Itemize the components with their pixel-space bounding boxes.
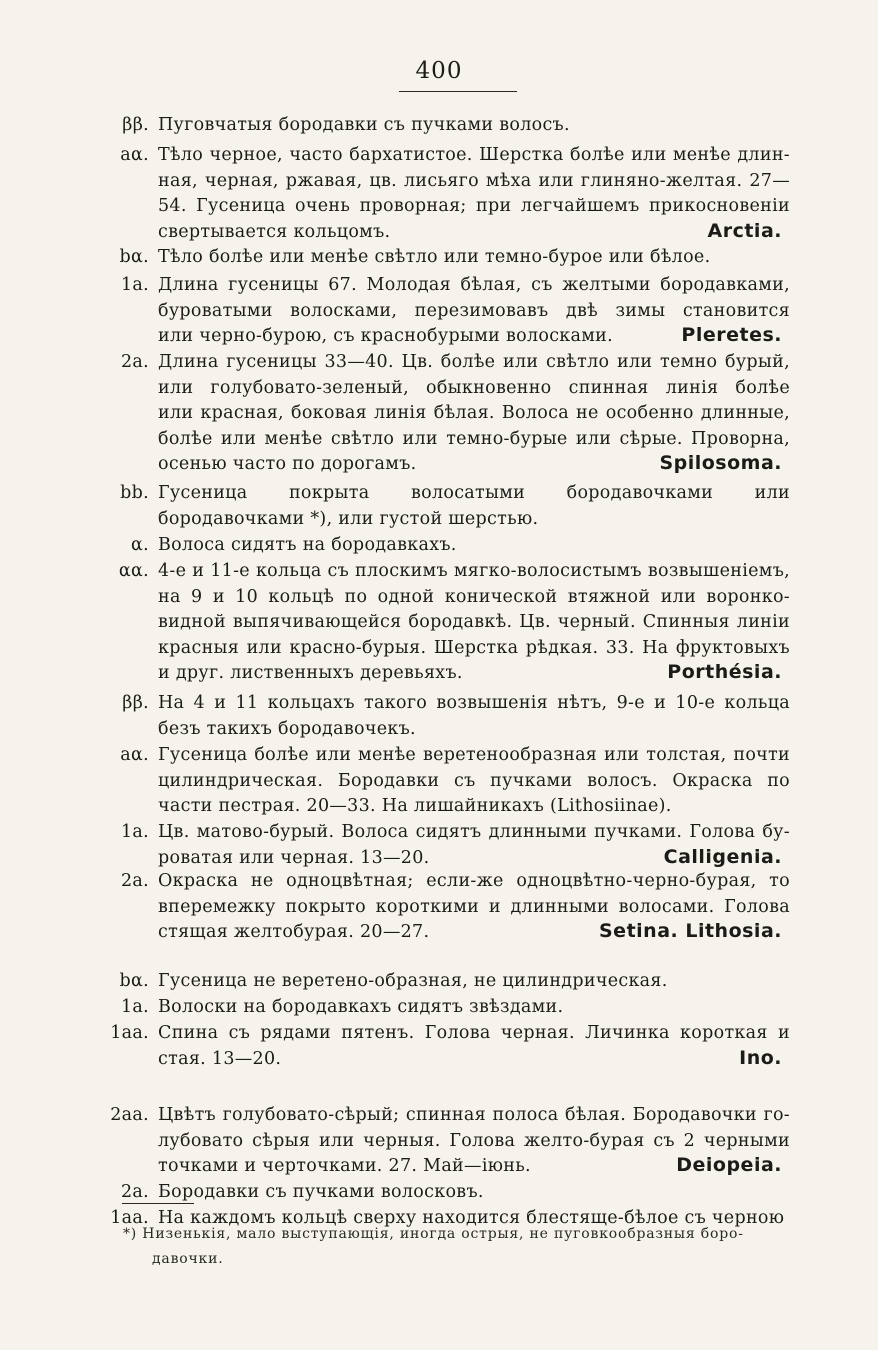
- entry-marker: 2a.: [120, 871, 149, 891]
- entry-line: Гусеница не веретено-образная, не цилиндрическая.: [158, 971, 668, 991]
- entry-line: лубовато сѣрыя или черныя. Голова желто-бурая съ 2 черными: [158, 1130, 790, 1151]
- entry-line: на 9 и 10 кольцѣ по одной конической втяжной или воронко-: [158, 586, 790, 607]
- entry-marker: ββ.: [122, 115, 149, 135]
- entry-line: роватая или черная. 13—20.: [158, 847, 430, 868]
- entry-line: Цв. матово-бурый. Волоса сидятъ длинными пучками. Голова бу-: [158, 822, 790, 842]
- entry-marker: 2a.: [120, 352, 149, 372]
- entry-marker: bα.: [119, 247, 149, 267]
- entry-line: части пестрая. 20—33. На лишайникахъ (Lithosiinae).: [158, 796, 672, 816]
- genus-name: Porthésia.: [667, 661, 782, 683]
- entry-line: Гусеница покрыта волосатыми бородавочками или: [158, 483, 790, 503]
- entry-marker: 1a.: [120, 997, 149, 1017]
- entry-line: Бородавки съ пучками волосковъ.: [158, 1182, 484, 1202]
- entry-line: красныя или красно-бурыя. Шерстка рѣдкая. 33. На фруктовыхъ: [158, 637, 790, 658]
- entry-line: точками и черточками. 27. Май—іюнь.: [158, 1156, 531, 1176]
- entry-marker: ββ.: [122, 693, 149, 713]
- entry-line: Тѣло черное, часто бархатистое. Шерстка болѣе или менѣе длин-: [158, 145, 790, 165]
- entry-marker: 2aa.: [110, 1105, 149, 1125]
- genus-name: Ino.: [739, 1046, 782, 1069]
- entry-line: 4-е и 11-е кольца съ плоскимъ мягко-волосистымъ возвышеніемъ,: [158, 561, 790, 581]
- entry-line: свертывается кольцомъ.: [158, 221, 391, 242]
- entry-marker: α.: [131, 535, 149, 555]
- entry-line: На каждомъ кольцѣ сверху находится блестяще-бѣлое съ черною: [158, 1208, 785, 1228]
- genus-name: Calligenia.: [663, 845, 782, 868]
- entry-marker: 1aa.: [110, 1023, 149, 1043]
- entry-marker: 1a.: [120, 275, 149, 295]
- genus-name: Pleretes.: [681, 324, 782, 346]
- entry-marker: bα.: [119, 971, 149, 991]
- entry-line: Пуговчатыя бородавки съ пучками волосъ.: [158, 115, 570, 135]
- entry-line: осенью часто по дорогамъ.: [158, 454, 417, 474]
- entry-line: стящая желтобурая. 20—27.: [158, 922, 430, 942]
- entry-line: болѣе или менѣе свѣтло или темно-бурые или сѣрые. Проворна,: [158, 428, 790, 449]
- entry-line: буроватыми волосками, перезимовавъ двѣ зимы становится: [158, 300, 790, 321]
- entry-marker: 1aa.: [110, 1208, 149, 1228]
- entry-line: или голубовато-зеленый, обыкновенно спинная линія болѣе: [158, 377, 790, 398]
- page-number: 400: [415, 58, 463, 84]
- entry-line: вперемежку покрыто короткими и длинными волосами. Голова: [158, 896, 790, 917]
- header-rule: [399, 91, 517, 92]
- genus-name: Arctia.: [707, 219, 782, 242]
- entry-marker: αα.: [118, 561, 149, 581]
- entry-line: видной выпячивающейся бородавкѣ. Цв. черный. Спинныя линіи: [158, 612, 790, 632]
- entry-line: безъ такихъ бородавочекъ.: [158, 718, 416, 739]
- entry-line: Длина гусеницы 67. Молодая бѣлая, съ желтыми бородавками,: [158, 275, 790, 295]
- entry-line: На 4 и 11 кольцахъ такого возвышенія нѣтъ, 9-е и 10-е кольца: [158, 693, 790, 713]
- entry-line: цилиндрическая. Бородавки съ пучками волосъ. Окраска по: [158, 770, 790, 791]
- entry-line: или черно-бурою, съ краснобурыми волосками.: [158, 326, 614, 346]
- entry-line: Длина гусеницы 33—40. Цв. болѣе или свѣтло или темно бурый,: [158, 352, 790, 372]
- genus-name: Setina. Lithosia.: [599, 920, 782, 942]
- entry-line: Цвѣтъ голубовато-сѣрый; спинная полоса бѣлая. Бородавочки го-: [158, 1105, 790, 1125]
- entry-marker: aα.: [120, 745, 149, 765]
- genus-name: Deiopeia.: [676, 1154, 782, 1176]
- footnote-line-2: давочки.: [152, 1251, 224, 1267]
- entry-line: Волоски на бородавкахъ сидятъ звѣздами.: [158, 997, 564, 1017]
- entry-marker: 2a.: [120, 1182, 149, 1202]
- entry-line: бородавочками *), или густой шерстью.: [158, 508, 539, 529]
- entry-line: и друг. лиственныхъ деревьяхъ.: [158, 663, 463, 683]
- entry-line: Волоса сидятъ на бородавкахъ.: [158, 535, 457, 555]
- entry-marker: 1a.: [120, 822, 149, 842]
- footnote-rule: [122, 1203, 194, 1204]
- genus-name: Spilosoma.: [659, 452, 782, 474]
- footnote: [123, 1222, 803, 1272]
- entry-line: или красная, боковая линія бѣлая. Волоса не особенно длинные,: [158, 403, 790, 423]
- entry-line: стая. 13—20.: [158, 1048, 282, 1069]
- entry-line: Тѣло болѣе или менѣе свѣтло или темно-бурое или бѣлое.: [158, 247, 711, 267]
- entry-line: Гусеница болѣе или менѣе веретенообразная или толстая, почти: [158, 745, 790, 765]
- footnote-line-1: *) Низенькія, мало выступающія, иногда острыя, не пуговкообразныя боро-: [123, 1226, 744, 1242]
- entry-line: 54. Гусеница очень проворная; при легчайшемъ прикосновеніи: [158, 196, 790, 216]
- entry-line: Спина съ рядами пятенъ. Голова черная. Личинка короткая и: [158, 1023, 790, 1043]
- entry-line: ная, черная, ржавая, цв. лисьяго мѣха или глиняно-желтая. 27—: [158, 170, 790, 191]
- entry-line: Окраска не одноцвѣтная; если-же одноцвѣтно-черно-бурая, то: [158, 871, 790, 891]
- entry-marker: bb.: [120, 483, 149, 503]
- entry-marker: aα.: [120, 145, 149, 165]
